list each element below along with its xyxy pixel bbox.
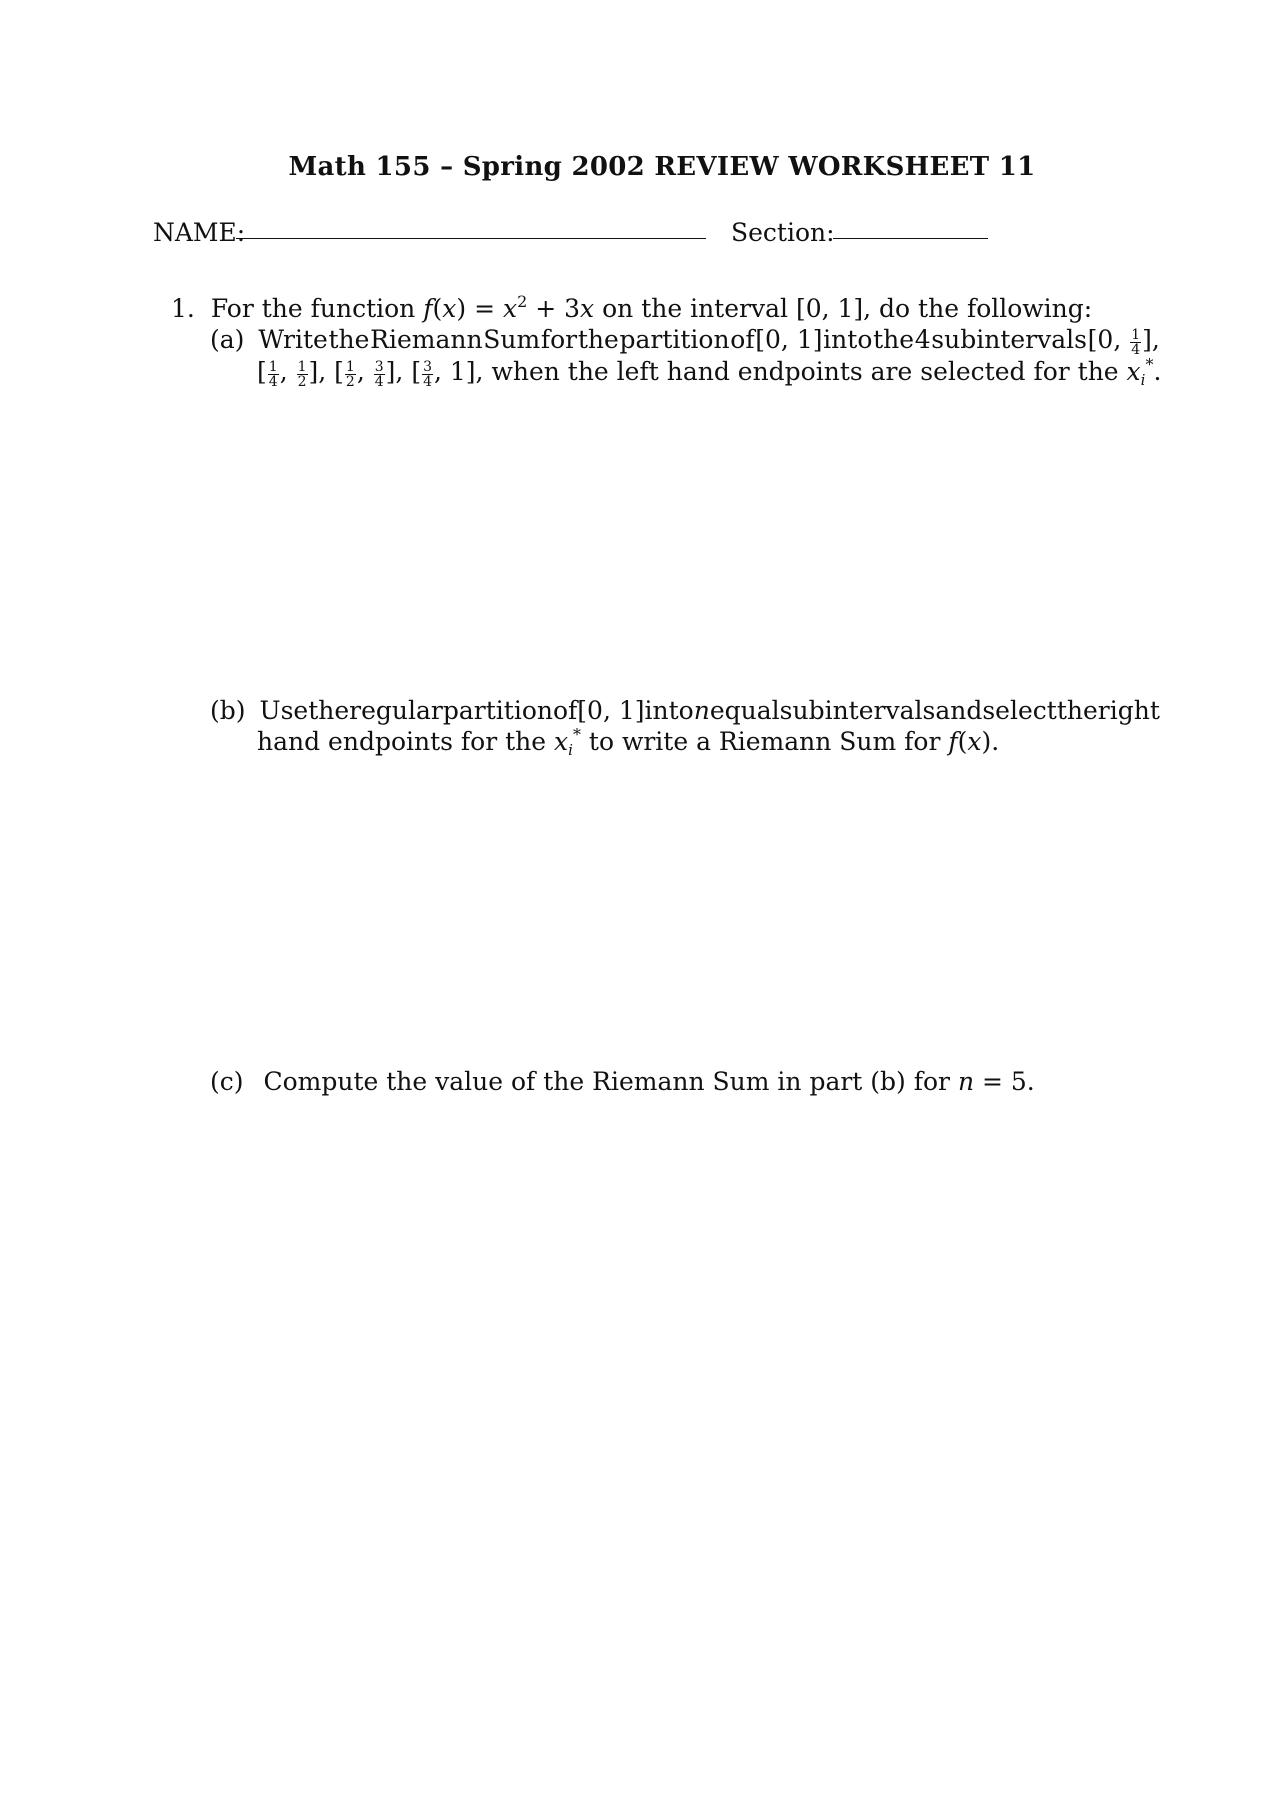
- name-label: NAME:: [153, 218, 246, 247]
- part-a-line-1: [210, 327, 1160, 357]
- part-c-text: Compute the value of the Riemann Sum in part (b) for n = 5.: [263, 1067, 1035, 1096]
- part-a-text-1: Write the Riemann Sum for the partition of [0, 1] into the 4 subintervals [0, $\frac{1}{4}$ ],: [258, 325, 1160, 358]
- name-blank-line[interactable]: [236, 238, 706, 239]
- part-c-label: (c): [210, 1067, 244, 1096]
- part-b-label: (b): [210, 696, 246, 725]
- part-b-line-1: [210, 698, 1160, 723]
- worksheet-title: [0, 152, 1280, 182]
- function-expression: $f(x) = x^2 + 3x$: [423, 292, 595, 323]
- part-c-line-1: [210, 1069, 1035, 1094]
- part-b-line-2: hand endpoints for the $x_i^*$ to write a Riemann Sum for f(x).: [257, 725, 1000, 759]
- problem-number: 1.: [171, 294, 195, 323]
- title-text: Math 155 – Spring 2002 REVIEW WORKSHEET 11: [288, 152, 1036, 182]
- part-b-text-1: Use the regular partition of [0, 1] into n equal subintervals and select the right: [259, 696, 1160, 725]
- part-a-line-2: [ $\frac{1}{4}$ , $\frac{1}{2}$ ], [ $\frac{1}{2}$ , $\frac{3}{4}$ ], [ $\frac{3}{4}$ , 1], when the left hand endpoints are selected for the $x_i^*$.: [257, 355, 1162, 390]
- intro-prefix: For the function: [210, 294, 416, 323]
- part-a-label: (a): [210, 325, 245, 354]
- section-label: Section:: [731, 218, 835, 247]
- problem-1-intro: [171, 292, 1093, 323]
- intro-suffix: on the interval [0, 1], do the following:: [602, 294, 1093, 323]
- section-blank-line[interactable]: [833, 238, 988, 239]
